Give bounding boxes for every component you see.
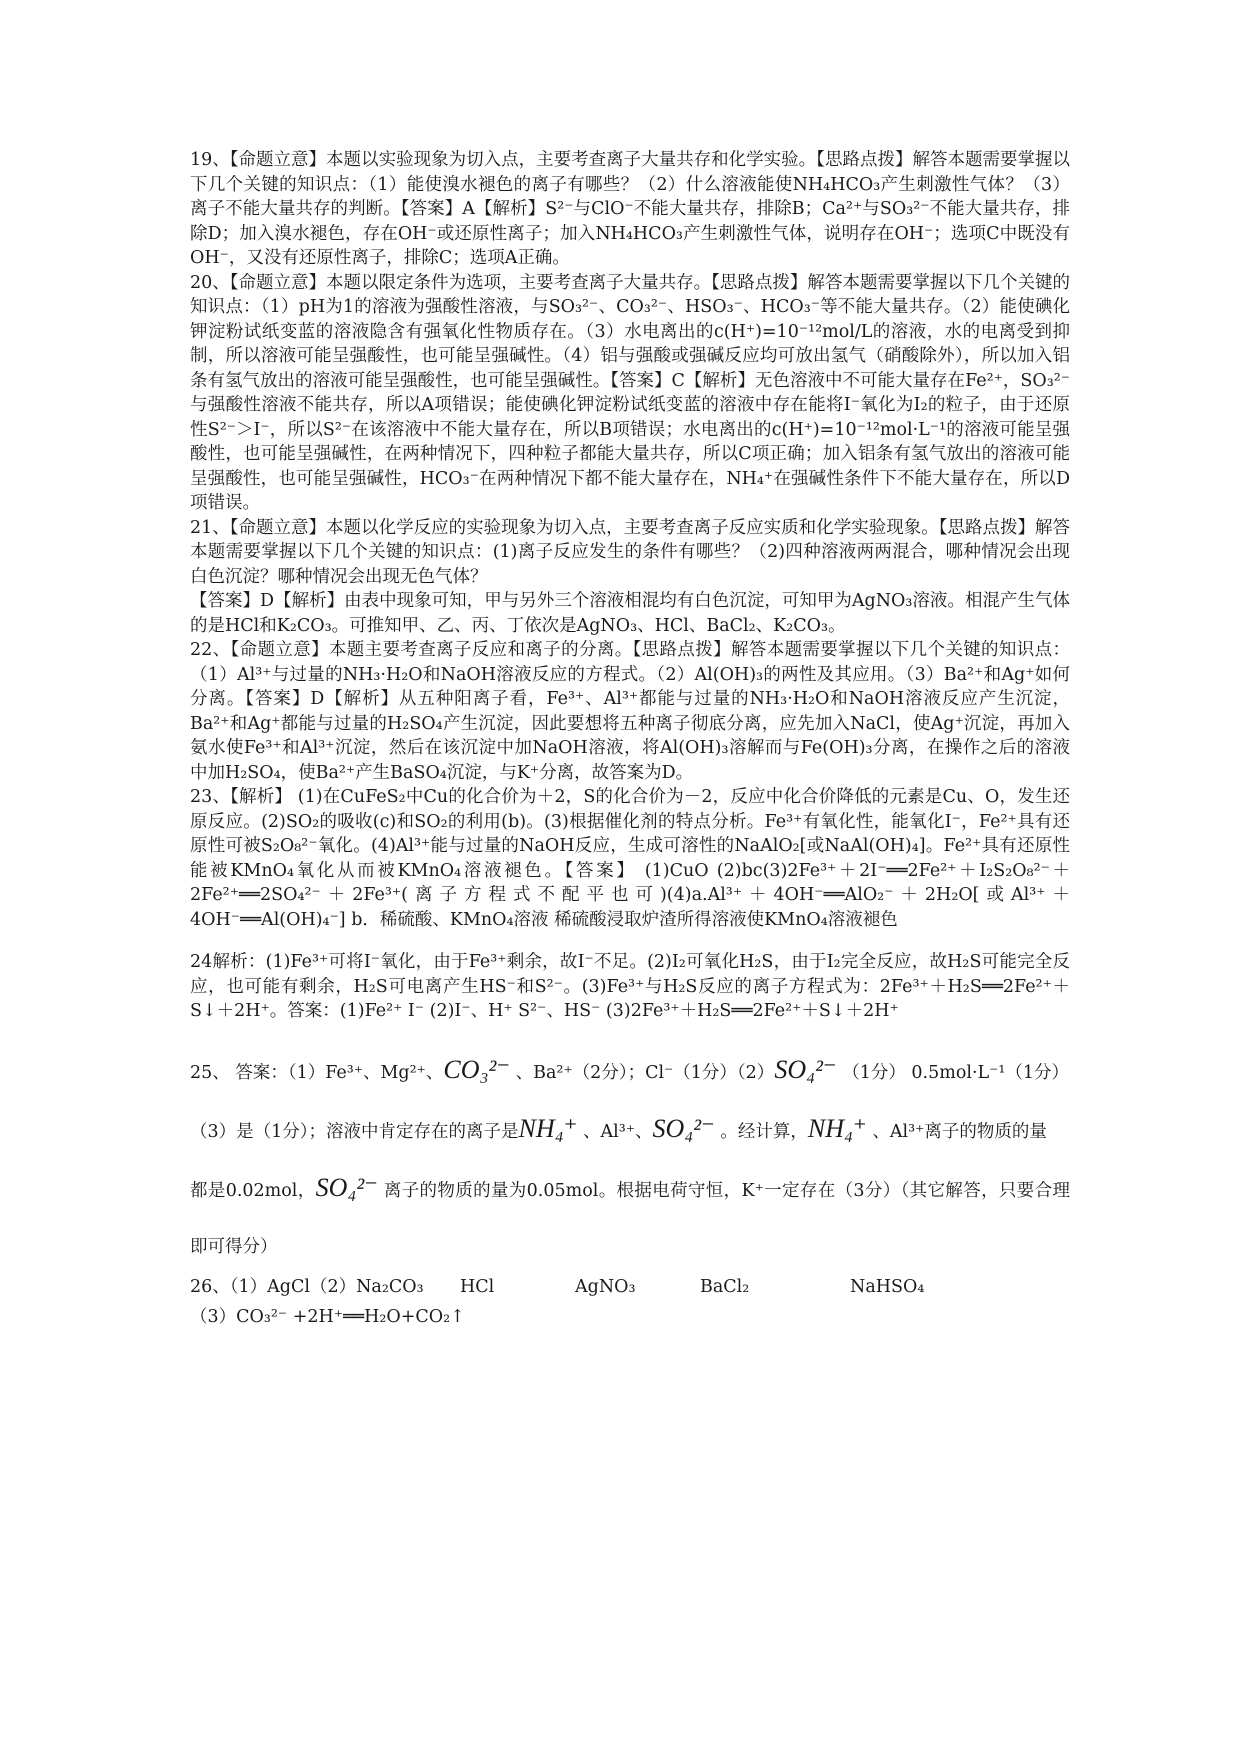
answer-26 bbox=[190, 1275, 1070, 1330]
sulfate-ion: SO₄²⁻ bbox=[315, 1172, 378, 1202]
answer-26-line-2: （3）CO₃²⁻ +2H⁺══H₂O+CO₂↑ bbox=[190, 1307, 465, 1327]
answer-25-line-1: 25、 答案：（1）Fe³⁺、Mg²⁺、CO₃²⁻ 、Ba²⁺（2分）；Cl⁻（1分）（2）SO₄²⁻ （1分） 0.5mol·L⁻¹（1分） bbox=[190, 1054, 1070, 1084]
sulfate-ion: SO₄²⁻ bbox=[774, 1054, 837, 1084]
answer-20: 20、【命题立意】本题以限定条件为选项，主要考查离子大量共存。【思路点拨】解答本题需要掌握以下几个关键的知识点：（1）pH为1的溶液为强酸性溶液，与SO₃²⁻、CO₃²⁻、HSO₃⁻、HCO₃⁻等不能大量共存。（2）能使碘化钾淀粉试纸变蓝的溶液隐含有强氧化性物质存在。（3）水电离出的c(H⁺)=10⁻¹²mol/L的溶液，水的电离受到抑制，所以溶液可能呈强酸性，也可能呈强碱性。（4）铝与强酸或强碱反应均可放出氢气（硝酸除外），所以加入铝条有氢气放出的溶液可能呈强酸性，也可能呈强碱性。【答案】C【解析】无色溶液中不可能大量存在Fe²⁺，SO₃²⁻与强酸性溶液不能共存，所以A项错误；能使碘化钾淀粉试纸变蓝的溶液中存在能将I⁻氧化为I₂的粒子，由于还原性S²⁻＞I⁻，所以S²⁻在该溶液中不能大量存在，所以B项错误；水电离出的c(H⁺)=10⁻¹²mol·L⁻¹的溶液可能呈强酸性，也可能呈强碱性，在两种情况下，四种粒子都能大量共存，所以C项正确；加入铝条有氢气放出的溶液可能呈强酸性，也可能呈强碱性，HCO₃⁻在两种情况下都不能大量存在，NH₄⁺在强碱性条件下不能大量存在，所以D项错误。 bbox=[190, 272, 1070, 513]
ammonium-ion: NH₄⁺ bbox=[807, 1113, 867, 1143]
answer-23: 23、【解析】 (1)在CuFeS₂中Cu的化合价为＋2，S的化合价为－2，反应中化合价降低的元素是Cu、O，发生还原反应。(2)SO₂的吸收(c)和SO₂的利用(b)。(3)根据催化剂的特点分析。Fe³⁺有氧化性，能氧化I⁻，Fe²⁺具有还原性可被S₂O₈²⁻氧化。(4)Al³⁺能与过量的NaOH反应，生成可溶性的NaAlO₂[或NaAl(OH)₄]。Fe²⁺具有还原性能被KMnO₄氧化从而被KMnO₄溶液褪色。【答案】 (1)CuO (2)bc(3)2Fe³⁺＋2I⁻══2Fe²⁺＋I₂S₂O₈²⁻＋2Fe²⁺══2SO₄²⁻＋2Fe³⁺(离子方程式不配平也可)(4)a.Al³⁺＋4OH⁻══AlO₂⁻＋2H₂O[或Al³⁺＋4OH⁻══Al(OH)₄⁻] b．稀硫酸、KMnO₄溶液 稀硫酸浸取炉渣所得溶液使KMnO₄溶液褪色 bbox=[190, 787, 1070, 930]
ammonium-ion: NH₄⁺ bbox=[518, 1113, 578, 1143]
answer-22: 22、【命题立意】本题主要考查离子反应和离子的分离。【思路点拨】解答本题需要掌握以下几个关键的知识点：（1）Al³⁺与过量的NH₃·H₂O和NaOH溶液反应的方程式。（2）Al(OH)₃的两性及其应用。（3）Ba²⁺和Ag⁺如何分离。【答案】D【解析】从五种阳离子看，Fe³⁺、Al³⁺都能与过量的NH₃·H₂O和NaOH溶液反应产生沉淀，Ba²⁺和Ag⁺都能与过量的H₂SO₄产生沉淀，因此要想将五种离子彻底分离，应先加入NaCl，使Ag⁺沉淀，再加入氨水使Fe³⁺和Al³⁺沉淀，然后在该沉淀中加NaOH溶液，将Al(OH)₃溶解而与Fe(OH)₃分离，在操作之后的溶液中加H₂SO₄，使Ba²⁺产生BaSO₄沉淀，与K⁺分离，故答案为D。 bbox=[190, 640, 1070, 783]
answer-24: 24解析：(1)Fe³⁺可将I⁻氧化，由于Fe³⁺剩余，故I⁻不足。(2)I₂可氧化H₂S，由于I₂完全反应，故H₂S可能完全反应，也可能有剩余，H₂S可电离产生HS⁻和S²⁻。(3)Fe³⁺与H₂S反应的离子方程式为：2Fe³⁺＋H₂S══2Fe²⁺＋S↓＋2H⁺。答案：(1)Fe²⁺ I⁻ (2)I⁻、H⁺ S²⁻、HS⁻ (3)2Fe³⁺＋H₂S══2Fe²⁺＋S↓＋2H⁺ bbox=[190, 952, 1070, 1021]
answer-19: 19、【命题立意】本题以实验现象为切入点，主要考查离子大量共存和化学实验。【思路点拨】解答本题需要掌握以下几个关键的知识点：（1）能使溴水褪色的离子有哪些？（2）什么溶液能使NH₄HCO₃产生刺激性气体？（3）离子不能大量共存的判断。【答案】A【解析】S²⁻与ClO⁻不能大量共存，排除B；Ca²⁺与SO₃²⁻不能大量共存，排除D；加入溴水褪色，存在OH⁻或还原性离子；加入NH₄HCO₃产生刺激性气体，说明存在OH⁻；选项C中既没有OH⁻，又没有还原性离子，排除C；选项A正确。 bbox=[190, 150, 1070, 268]
answer-25-line-2: （3）是（1分）；溶液中肯定存在的离子是NH₄⁺ 、Al³⁺、SO₄²⁻ 。经计算，NH₄⁺ 、Al³⁺离子的物质的量 bbox=[190, 1113, 1047, 1143]
answer-21-analysis: 21、【命题立意】本题以化学反应的实验现象为切入点，主要考查离子反应实质和化学实验现象。【思路点拨】解答本题需要掌握以下几个关键的知识点：(1)离子反应发生的条件有哪些？（2)四种溶液两两混合，哪种情况会出现白色沉淀？哪种情况会出现无色气体？ bbox=[190, 517, 1070, 587]
carbonate-ion: CO₃²⁻ bbox=[443, 1054, 511, 1084]
answer-25 bbox=[190, 1042, 1070, 1275]
answer-26-line-1: 26、（1）AgCl（2）Na₂CO₃ HCl AgNO₃ BaCl₂ NaHSO₄ bbox=[190, 1276, 925, 1297]
answer-21-answer: 【答案】D【解析】由表中现象可知，甲与另外三个溶液相混均有白色沉淀，可知甲为AgNO₃溶液。相混产生气体的是HCl和K₂CO₃。可推知甲、乙、丙、丁依次是AgNO₃、HCl、BaCl₂、K₂CO₃。 bbox=[190, 591, 1070, 636]
answer-25-line-3: 都是0.02mol，SO₄²⁻ 离子的物质的量为0.05mol。根据电荷守恒，K⁺一定存在（3分）（其它解答，只要合理即可得分） bbox=[190, 1172, 1070, 1257]
answer-document bbox=[190, 148, 1070, 1330]
sulfate-ion: SO₄²⁻ bbox=[652, 1113, 715, 1143]
